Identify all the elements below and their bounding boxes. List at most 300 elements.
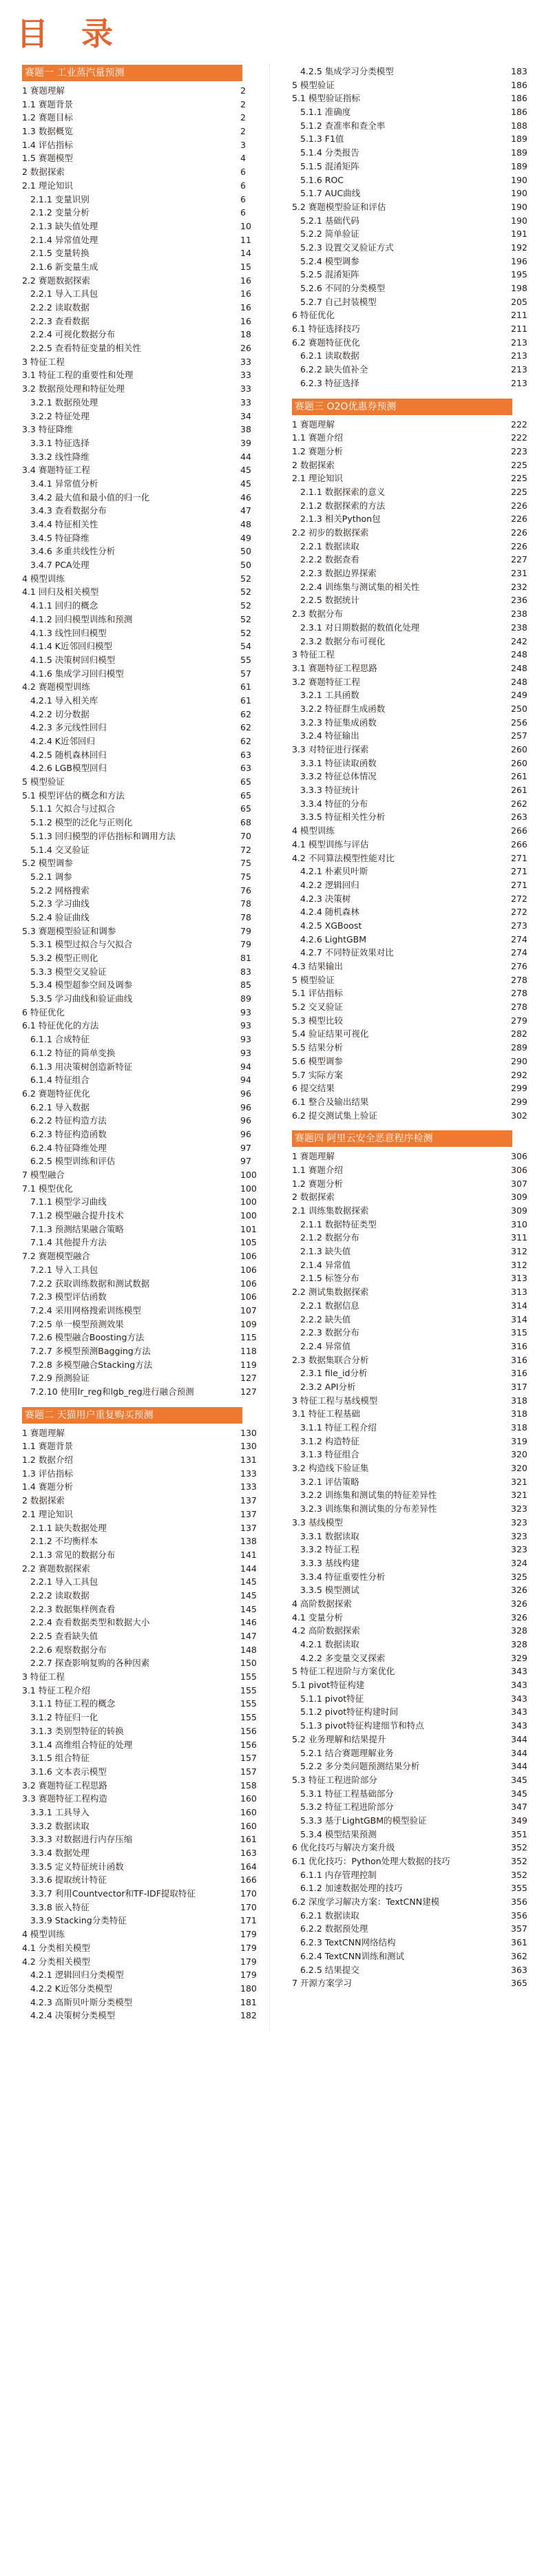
- toc-entry[interactable]: [22, 1751, 265, 1765]
- toc-entry[interactable]: [22, 1819, 265, 1833]
- toc-entry[interactable]: [22, 613, 265, 626]
- toc-entry-page: 310: [511, 1218, 527, 1229]
- toc-entry[interactable]: [22, 111, 265, 125]
- toc-entry[interactable]: [22, 1453, 265, 1467]
- toc-entry[interactable]: [22, 463, 265, 477]
- toc-entry[interactable]: [292, 1570, 536, 1584]
- toc-entry[interactable]: [292, 308, 536, 322]
- toc-entry[interactable]: [292, 200, 536, 214]
- toc-entry[interactable]: [292, 1271, 536, 1285]
- toc-entry[interactable]: [292, 1461, 536, 1475]
- toc-entry[interactable]: [292, 1868, 536, 1882]
- toc-entry[interactable]: [22, 1331, 265, 1344]
- toc-entry[interactable]: [292, 214, 536, 228]
- toc-entry[interactable]: [292, 1556, 536, 1570]
- toc-entry[interactable]: [22, 911, 265, 925]
- toc-entry[interactable]: [292, 621, 536, 635]
- toc-entry[interactable]: [292, 797, 536, 811]
- toc-entry[interactable]: [22, 1616, 265, 1629]
- toc-entry[interactable]: [292, 852, 536, 865]
- toc-entry[interactable]: [22, 301, 265, 315]
- toc-entry[interactable]: [292, 1190, 536, 1204]
- toc-entry[interactable]: [22, 382, 265, 396]
- toc-entry[interactable]: [292, 119, 536, 133]
- toc-entry[interactable]: [22, 1562, 265, 1576]
- toc-entry[interactable]: [292, 1353, 536, 1367]
- toc-entry[interactable]: [292, 1543, 536, 1556]
- toc-entry[interactable]: [292, 1651, 536, 1665]
- toc-entry[interactable]: [22, 938, 265, 951]
- toc-entry[interactable]: [22, 477, 265, 491]
- toc-entry[interactable]: [22, 1724, 265, 1738]
- toc-entry[interactable]: [22, 545, 265, 558]
- toc-entry[interactable]: [22, 680, 265, 694]
- toc-entry[interactable]: [22, 1033, 265, 1046]
- toc-entry[interactable]: [292, 757, 536, 770]
- toc-entry[interactable]: [292, 635, 536, 648]
- toc-entry[interactable]: [22, 965, 265, 979]
- toc-entry[interactable]: [22, 599, 265, 613]
- toc-entry[interactable]: [292, 1502, 536, 1516]
- toc-entry[interactable]: [292, 1976, 536, 1990]
- toc-entry[interactable]: [22, 287, 265, 301]
- toc-entry-page: 347: [511, 1802, 527, 1813]
- toc-entry[interactable]: [22, 1494, 265, 1508]
- toc-entry[interactable]: [22, 843, 265, 857]
- toc-entry[interactable]: [22, 2009, 265, 2023]
- toc-entry[interactable]: [292, 1773, 536, 1787]
- toc-entry[interactable]: [22, 1738, 265, 1752]
- toc-entry[interactable]: [22, 518, 265, 531]
- toc-entry-page: 33: [240, 356, 251, 367]
- toc-entry[interactable]: [22, 396, 265, 410]
- toc-entry[interactable]: [292, 770, 536, 783]
- toc-entry[interactable]: [22, 1982, 265, 1996]
- toc-entry[interactable]: [22, 1073, 265, 1087]
- toc-entry[interactable]: [292, 960, 536, 973]
- toc-entry[interactable]: [22, 951, 265, 965]
- toc-entry-label: 5.1.3 pivot特征构建细节和特点: [300, 1720, 424, 1731]
- toc-entry[interactable]: [292, 1841, 536, 1855]
- toc-entry[interactable]: [22, 1575, 265, 1589]
- toc-entry[interactable]: [22, 206, 265, 220]
- toc-entry[interactable]: [292, 295, 536, 309]
- toc-entry[interactable]: [292, 1150, 536, 1163]
- toc-entry[interactable]: [292, 1448, 536, 1461]
- toc-entry-label: 4.2.6 LGB模型回归: [30, 763, 107, 774]
- toc-entry[interactable]: [292, 1950, 536, 1963]
- toc-entry[interactable]: [22, 274, 265, 288]
- toc-entry[interactable]: [292, 1787, 536, 1801]
- toc-entry[interactable]: [22, 694, 265, 708]
- toc-entry[interactable]: [22, 802, 265, 816]
- toc-entry[interactable]: [292, 1583, 536, 1597]
- toc-entry[interactable]: [22, 1548, 265, 1562]
- toc-entry[interactable]: [292, 499, 536, 513]
- toc-entry[interactable]: [22, 355, 265, 369]
- toc-entry[interactable]: [292, 1719, 536, 1733]
- toc-entry[interactable]: [292, 783, 536, 797]
- toc-entry[interactable]: [292, 810, 536, 824]
- toc-entry[interactable]: [292, 1366, 536, 1380]
- toc-entry[interactable]: [292, 1109, 536, 1123]
- toc-entry[interactable]: [292, 105, 536, 119]
- toc-entry[interactable]: [292, 580, 536, 594]
- toc-entry[interactable]: [292, 1163, 536, 1177]
- toc-entry[interactable]: [292, 282, 536, 295]
- toc-entry[interactable]: [22, 1779, 265, 1793]
- toc-entry[interactable]: [292, 1855, 536, 1868]
- toc-entry[interactable]: [22, 1263, 265, 1277]
- toc-entry[interactable]: [22, 1236, 265, 1249]
- toc-entry[interactable]: [292, 1611, 536, 1625]
- toc-entry[interactable]: [22, 1711, 265, 1724]
- toc-entry[interactable]: [292, 268, 536, 282]
- toc-entry[interactable]: [22, 897, 265, 911]
- toc-entry[interactable]: [292, 593, 536, 607]
- toc-entry[interactable]: [22, 315, 265, 328]
- toc-entry[interactable]: [292, 349, 536, 363]
- toc-entry[interactable]: [22, 1480, 265, 1494]
- toc-entry[interactable]: [22, 1941, 265, 1955]
- toc-entry-label: 2.2.1 导入工具包: [30, 1576, 98, 1587]
- toc-entry[interactable]: [22, 1684, 265, 1698]
- toc-entry-label: 7.1.3 预测结果融合策略: [30, 1223, 124, 1234]
- toc-entry[interactable]: [292, 1760, 536, 1773]
- toc-entry[interactable]: [22, 1534, 265, 1548]
- toc-entry[interactable]: [292, 1000, 536, 1014]
- toc-entry[interactable]: [292, 1081, 536, 1095]
- toc-entry[interactable]: [22, 1223, 265, 1236]
- toc-entry-label: 1.2 赛题分析: [292, 1178, 343, 1189]
- toc-entry[interactable]: [292, 1014, 536, 1028]
- toc-entry[interactable]: [22, 1114, 265, 1128]
- toc-entry[interactable]: [22, 1968, 265, 1982]
- toc-entry[interactable]: [22, 1304, 265, 1318]
- toc-entry[interactable]: [292, 919, 536, 933]
- toc-entry[interactable]: [292, 1828, 536, 1841]
- toc-entry[interactable]: [292, 1963, 536, 1977]
- toc-entry[interactable]: [22, 504, 265, 518]
- toc-entry[interactable]: [292, 933, 536, 947]
- toc-entry[interactable]: [22, 151, 265, 165]
- toc-entry-page: 306: [511, 1164, 527, 1175]
- toc-entry[interactable]: [22, 328, 265, 341]
- toc-entry[interactable]: [22, 1318, 265, 1331]
- toc-entry-page: 343: [511, 1707, 527, 1718]
- toc-entry[interactable]: [292, 567, 536, 580]
- toc-entry[interactable]: [22, 1887, 265, 1901]
- toc-entry[interactable]: [292, 160, 536, 173]
- toc-entry[interactable]: [292, 662, 536, 675]
- toc-entry[interactable]: [292, 1665, 536, 1678]
- toc-entry[interactable]: [22, 1467, 265, 1481]
- toc-entry[interactable]: [22, 1508, 265, 1521]
- toc-entry[interactable]: [22, 1806, 265, 1819]
- toc-entry[interactable]: [292, 1692, 536, 1706]
- toc-entry[interactable]: [292, 418, 536, 432]
- toc-entry-page: 144: [240, 1563, 257, 1574]
- toc-entry-label: 2.3 数据分布: [292, 609, 343, 620]
- toc-entry[interactable]: [292, 648, 536, 662]
- toc-entry[interactable]: [292, 187, 536, 200]
- toc-entry[interactable]: [292, 878, 536, 892]
- toc-entry[interactable]: [22, 735, 265, 748]
- toc-entry[interactable]: [292, 1245, 536, 1258]
- toc-entry[interactable]: [22, 1249, 265, 1263]
- toc-entry[interactable]: [22, 708, 265, 721]
- toc-entry[interactable]: [22, 1629, 265, 1643]
- toc-entry[interactable]: [22, 1195, 265, 1209]
- toc-entry[interactable]: [22, 1006, 265, 1020]
- toc-entry[interactable]: [22, 1101, 265, 1115]
- toc-entry[interactable]: [22, 992, 265, 1006]
- toc-entry[interactable]: [292, 1407, 536, 1421]
- toc-entry[interactable]: [292, 336, 536, 350]
- toc-entry[interactable]: [292, 255, 536, 268]
- toc-entry[interactable]: [292, 716, 536, 730]
- toc-entry[interactable]: [292, 540, 536, 553]
- toc-entry[interactable]: [292, 377, 536, 390]
- toc-entry[interactable]: [292, 1922, 536, 1936]
- toc-entry[interactable]: [292, 1733, 536, 1746]
- toc-entry[interactable]: [22, 775, 265, 789]
- toc-entry[interactable]: [292, 946, 536, 960]
- toc-entry[interactable]: [22, 626, 265, 640]
- toc-entry[interactable]: [22, 1426, 265, 1440]
- toc-entry[interactable]: [292, 65, 536, 78]
- toc-entry[interactable]: [22, 138, 265, 152]
- toc-entry[interactable]: [22, 220, 265, 233]
- toc-entry[interactable]: [292, 241, 536, 255]
- toc-entry[interactable]: [22, 640, 265, 653]
- toc-entry[interactable]: [292, 1421, 536, 1435]
- toc-entry[interactable]: [292, 1638, 536, 1651]
- toc-entry[interactable]: [292, 838, 536, 852]
- toc-entry[interactable]: [22, 1873, 265, 1887]
- toc-entry[interactable]: [292, 743, 536, 757]
- toc-entry[interactable]: [292, 458, 536, 472]
- toc-entry[interactable]: [292, 1204, 536, 1218]
- toc-entry-page: 148: [240, 1644, 257, 1655]
- toc-entry[interactable]: [292, 1394, 536, 1408]
- toc-entry[interactable]: [22, 830, 265, 843]
- toc-entry[interactable]: [22, 246, 265, 260]
- toc-entry[interactable]: [22, 1277, 265, 1291]
- toc-entry[interactable]: [22, 193, 265, 207]
- toc-entry[interactable]: [22, 1643, 265, 1657]
- toc-entry[interactable]: [22, 1860, 265, 1874]
- toc-entry[interactable]: [292, 1299, 536, 1313]
- toc-entry[interactable]: [22, 450, 265, 464]
- toc-entry[interactable]: [292, 1475, 536, 1489]
- toc-entry[interactable]: [292, 1380, 536, 1394]
- toc-entry[interactable]: [22, 179, 265, 193]
- toc-entry[interactable]: [292, 1881, 536, 1895]
- toc-entry[interactable]: [22, 1371, 265, 1385]
- toc-entry[interactable]: [22, 1833, 265, 1846]
- toc-entry[interactable]: [292, 1177, 536, 1191]
- toc-entry[interactable]: [22, 585, 265, 599]
- toc-entry-label: 2 数据探索: [292, 1192, 335, 1203]
- toc-entry[interactable]: [22, 98, 265, 112]
- toc-entry[interactable]: [22, 1846, 265, 1860]
- toc-entry[interactable]: [292, 1435, 536, 1448]
- toc-entry[interactable]: [22, 978, 265, 992]
- toc-entry[interactable]: [292, 1041, 536, 1055]
- toc-entry[interactable]: [292, 1285, 536, 1299]
- toc-entry[interactable]: [22, 1521, 265, 1535]
- toc-entry[interactable]: [292, 1909, 536, 1923]
- toc-entry[interactable]: [22, 1792, 265, 1806]
- toc-entry[interactable]: [292, 92, 536, 105]
- toc-entry[interactable]: [292, 1326, 536, 1340]
- toc-entry[interactable]: [22, 1358, 265, 1372]
- toc-entry[interactable]: [22, 1385, 265, 1399]
- toc-entry[interactable]: [292, 78, 536, 92]
- toc-entry[interactable]: [292, 1895, 536, 1909]
- toc-entry[interactable]: [22, 1955, 265, 1969]
- toc-entry[interactable]: [22, 1344, 265, 1358]
- toc-entry[interactable]: [22, 1154, 265, 1168]
- toc-entry[interactable]: [22, 1019, 265, 1033]
- toc-entry[interactable]: [22, 667, 265, 681]
- toc-entry[interactable]: [22, 884, 265, 898]
- toc-entry[interactable]: [22, 748, 265, 762]
- toc-entry[interactable]: [22, 870, 265, 884]
- toc-entry[interactable]: [292, 905, 536, 919]
- toc-entry[interactable]: [22, 653, 265, 667]
- toc-entry[interactable]: [22, 165, 265, 179]
- toc-entry[interactable]: [292, 1231, 536, 1245]
- toc-entry[interactable]: [292, 702, 536, 716]
- toc-entry-label: 3.3.1 特征读取函数: [300, 757, 377, 768]
- toc-entry[interactable]: [292, 607, 536, 621]
- toc-entry[interactable]: [22, 1928, 265, 1941]
- toc-entry[interactable]: [22, 1209, 265, 1223]
- toc-entry[interactable]: [22, 558, 265, 572]
- toc-entry[interactable]: [22, 761, 265, 775]
- toc-entry[interactable]: [22, 84, 265, 98]
- toc-entry[interactable]: [22, 423, 265, 436]
- toc-entry[interactable]: [22, 1697, 265, 1711]
- toc-entry[interactable]: [22, 233, 265, 247]
- toc-entry-label: 4.2 赛题模型训练: [22, 682, 90, 693]
- toc-entry-page: 130: [240, 1427, 257, 1438]
- toc-entry-page: 278: [511, 1002, 527, 1013]
- toc-entry[interactable]: [292, 1095, 536, 1109]
- toc-entry[interactable]: [22, 1290, 265, 1304]
- toc-entry[interactable]: [292, 675, 536, 689]
- toc-entry[interactable]: [292, 132, 536, 146]
- toc-entry[interactable]: [292, 1814, 536, 1828]
- toc-entry[interactable]: [292, 322, 536, 336]
- toc-entry[interactable]: [292, 512, 536, 526]
- toc-entry[interactable]: [22, 1141, 265, 1155]
- toc-entry[interactable]: [292, 1624, 536, 1638]
- toc-entry[interactable]: [292, 363, 536, 377]
- toc-entry[interactable]: [22, 1914, 265, 1928]
- toc-entry[interactable]: [292, 1027, 536, 1041]
- toc-entry[interactable]: [292, 485, 536, 499]
- toc-entry[interactable]: [292, 1516, 536, 1530]
- toc-entry[interactable]: [292, 824, 536, 838]
- toc-entry[interactable]: [22, 1996, 265, 2009]
- toc-entry[interactable]: [292, 986, 536, 1000]
- toc-entry[interactable]: [292, 146, 536, 160]
- toc-entry[interactable]: [292, 1218, 536, 1232]
- toc-entry-label: 2.2.5 查看缺失值: [30, 1631, 98, 1641]
- toc-entry[interactable]: [292, 729, 536, 743]
- toc-entry[interactable]: [292, 1488, 536, 1502]
- toc-entry[interactable]: [22, 410, 265, 423]
- toc-entry[interactable]: [22, 436, 265, 450]
- toc-entry[interactable]: [292, 688, 536, 702]
- toc-entry[interactable]: [22, 1439, 265, 1453]
- toc-entry-label: 1.3 评估指标: [22, 1468, 73, 1479]
- toc-entry[interactable]: [22, 1603, 265, 1616]
- toc-entry[interactable]: [22, 1765, 265, 1779]
- toc-entry[interactable]: [22, 816, 265, 830]
- toc-entry[interactable]: [292, 865, 536, 878]
- toc-entry[interactable]: [292, 173, 536, 187]
- toc-entry[interactable]: [292, 472, 536, 485]
- toc-entry[interactable]: [22, 1670, 265, 1684]
- toc-entry[interactable]: [22, 572, 265, 586]
- toc-entry[interactable]: [22, 1168, 265, 1182]
- toc-entry[interactable]: [22, 925, 265, 938]
- toc-entry[interactable]: [292, 892, 536, 906]
- toc-entry[interactable]: [22, 1656, 265, 1670]
- toc-entry[interactable]: [22, 1589, 265, 1603]
- toc-entry[interactable]: [22, 125, 265, 138]
- toc-entry[interactable]: [292, 1068, 536, 1082]
- toc-entry[interactable]: [292, 445, 536, 458]
- toc-entry[interactable]: [292, 227, 536, 241]
- toc-entry[interactable]: [22, 1060, 265, 1074]
- toc-entry[interactable]: [22, 856, 265, 870]
- toc-entry[interactable]: [22, 341, 265, 355]
- toc-entry[interactable]: [292, 1746, 536, 1760]
- toc-entry[interactable]: [292, 1678, 536, 1692]
- toc-entry[interactable]: [22, 1128, 265, 1141]
- toc-entry[interactable]: [292, 553, 536, 567]
- toc-entry[interactable]: [22, 1182, 265, 1196]
- toc-entry[interactable]: [22, 491, 265, 505]
- toc-entry[interactable]: [292, 1705, 536, 1719]
- toc-entry[interactable]: [292, 431, 536, 445]
- toc-entry[interactable]: [292, 1597, 536, 1611]
- toc-entry[interactable]: [22, 1046, 265, 1060]
- toc-entry[interactable]: [22, 260, 265, 274]
- toc-entry[interactable]: [292, 1530, 536, 1543]
- toc-entry[interactable]: [22, 531, 265, 545]
- toc-entry[interactable]: [22, 1087, 265, 1101]
- toc-entry[interactable]: [292, 1258, 536, 1272]
- toc-entry[interactable]: [22, 1901, 265, 1914]
- toc-entry[interactable]: [292, 1800, 536, 1814]
- toc-entry[interactable]: [22, 368, 265, 382]
- toc-entry[interactable]: [292, 973, 536, 987]
- toc-entry[interactable]: [292, 1313, 536, 1327]
- toc-entry[interactable]: [22, 789, 265, 803]
- toc-entry[interactable]: [292, 526, 536, 540]
- toc-entry-label: 2.1.4 异常值处理: [30, 234, 98, 245]
- toc-entry[interactable]: [292, 1340, 536, 1353]
- toc-entry[interactable]: [292, 1055, 536, 1068]
- toc-entry[interactable]: [22, 721, 265, 735]
- toc-entry[interactable]: [292, 1936, 536, 1950]
